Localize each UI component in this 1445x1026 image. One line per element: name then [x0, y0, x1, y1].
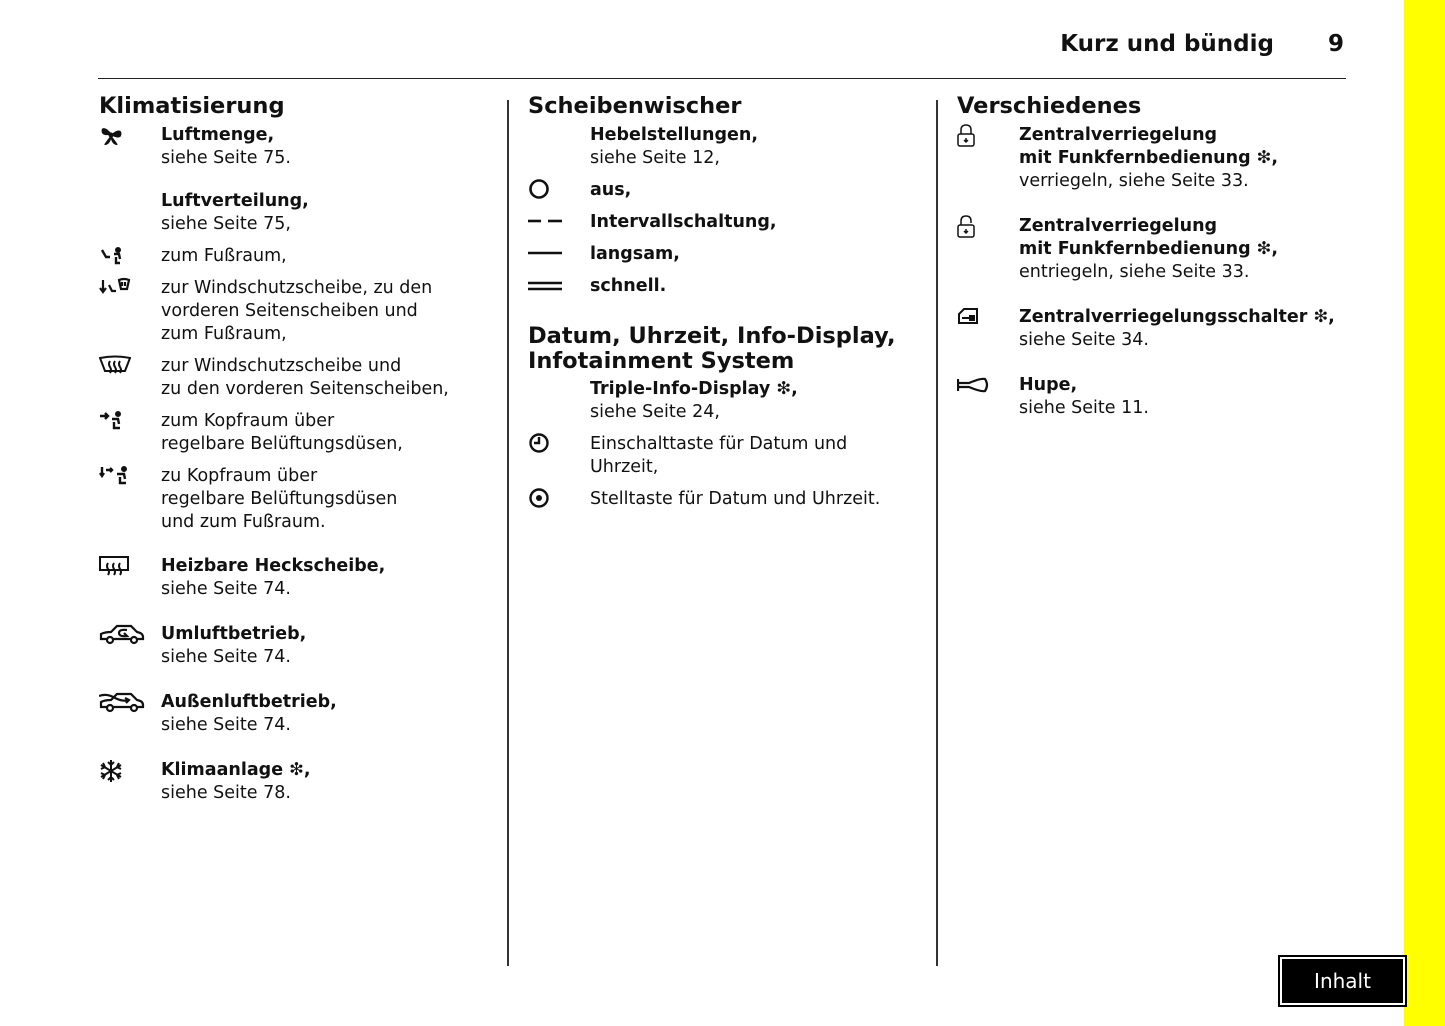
- column-divider-1: [507, 100, 509, 966]
- verschiedenes-heading: Verschiedenes: [957, 93, 1142, 119]
- windschutz-seiten-entry: zur Windschutzscheibe und zu den vorderen Seitenscheiben,: [99, 355, 494, 401]
- klimatisierung-heading: Klimatisierung: [99, 93, 285, 119]
- rear-window-heater-icon: [99, 555, 147, 579]
- stelltaste-entry: Stelltaste für Datum und Uhrzeit.: [528, 488, 923, 511]
- header-rule: [98, 78, 1346, 79]
- page-number: 9: [1328, 31, 1345, 57]
- aussenluft-entry: Außenluftbetrieb, siehe Seite 74.: [99, 691, 494, 737]
- double-line-icon: [528, 275, 576, 299]
- hupe-entry: Hupe, siehe Seite 11.: [957, 374, 1377, 420]
- einschalttaste-entry: Einschalttaste für Datum und Uhrzeit,: [528, 433, 923, 479]
- scheibenwischer-section: [528, 94, 923, 511]
- lock-closed-icon: [957, 124, 1005, 148]
- verschiedenes-section: [957, 94, 1377, 420]
- scheibenwischer-heading: Scheibenwischer: [528, 93, 742, 119]
- airflow-footwell-icon: [99, 245, 147, 269]
- inhalt-label: Inhalt: [1314, 969, 1371, 993]
- klimaanlage-entry: Klimaanlage ❇, siehe Seite 78.: [99, 759, 494, 805]
- fussraum-entry: zum Fußraum,: [99, 245, 494, 268]
- recirculation-icon: [99, 623, 147, 647]
- datum-heading: Datum, Uhrzeit, Info-Display, Infotainment System: [528, 323, 896, 374]
- klimatisierung-section: [99, 94, 494, 805]
- langsam-entry: langsam,: [528, 243, 923, 266]
- lock-open-icon: [957, 215, 1005, 239]
- column-divider-2: [936, 100, 938, 966]
- entriegeln-entry: Zentralverriegelung mit Funkfernbedienung ❇, entriegeln, siehe Seite 33.: [957, 215, 1377, 284]
- umluft-entry: Umluftbetrieb, siehe Seite 74.: [99, 623, 494, 669]
- dashed-line-icon: [528, 211, 576, 235]
- clock-icon: [528, 433, 576, 457]
- windschutz-seiten-fuss-entry: zur Windschutzscheibe, zu den vorderen Seitenscheiben und zum Fußraum,: [99, 277, 494, 346]
- yellow-side-bar: [1404, 0, 1445, 1026]
- luftverteilung-entry: Luftverteilung, siehe Seite 75,: [161, 191, 309, 234]
- page-title: Kurz und bündig: [1060, 31, 1274, 57]
- fresh-air-icon: [99, 691, 147, 715]
- triple-info-entry: Triple-Info-Display ❇, siehe Seite 24,: [590, 379, 798, 422]
- circle-off-icon: [528, 179, 576, 203]
- luftmenge-entry: Luftmenge, siehe Seite 75.: [99, 124, 494, 170]
- set-button-icon: [528, 488, 576, 512]
- airflow-windscreen-footwell-icon: [99, 277, 147, 301]
- hebelstellungen-entry: Hebelstellungen, siehe Seite 12,: [590, 125, 758, 168]
- zentralverriegelungsschalter-entry: Zentralverriegelungsschalter ❇, siehe Seite 34.: [957, 306, 1377, 352]
- single-line-icon: [528, 243, 576, 267]
- defrost-windscreen-icon: [99, 355, 147, 379]
- fan-icon: [99, 124, 147, 148]
- door-lock-switch-icon: [957, 306, 1005, 330]
- snowflake-icon: [99, 759, 147, 783]
- inhalt-button[interactable]: [1280, 957, 1405, 1005]
- heckscheibe-entry: Heizbare Heckscheibe, siehe Seite 74.: [99, 555, 494, 601]
- airflow-head-icon: [99, 410, 147, 434]
- verriegeln-entry: Zentralverriegelung mit Funkfernbedienung ❇, verriegeln, siehe Seite 33.: [957, 124, 1377, 193]
- intervall-entry: Intervallschaltung,: [528, 211, 923, 234]
- horn-icon: [957, 374, 1005, 398]
- aus-entry: aus,: [528, 179, 923, 202]
- kopfraum-entry: zum Kopfraum über regelbare Belüftungsdüsen,: [99, 410, 494, 456]
- kopfraum-fuss-entry: zu Kopfraum über regelbare Belüftungsdüsen und zum Fußraum.: [99, 465, 494, 534]
- schnell-entry: schnell.: [528, 275, 923, 298]
- airflow-head-footwell-icon: [99, 465, 147, 489]
